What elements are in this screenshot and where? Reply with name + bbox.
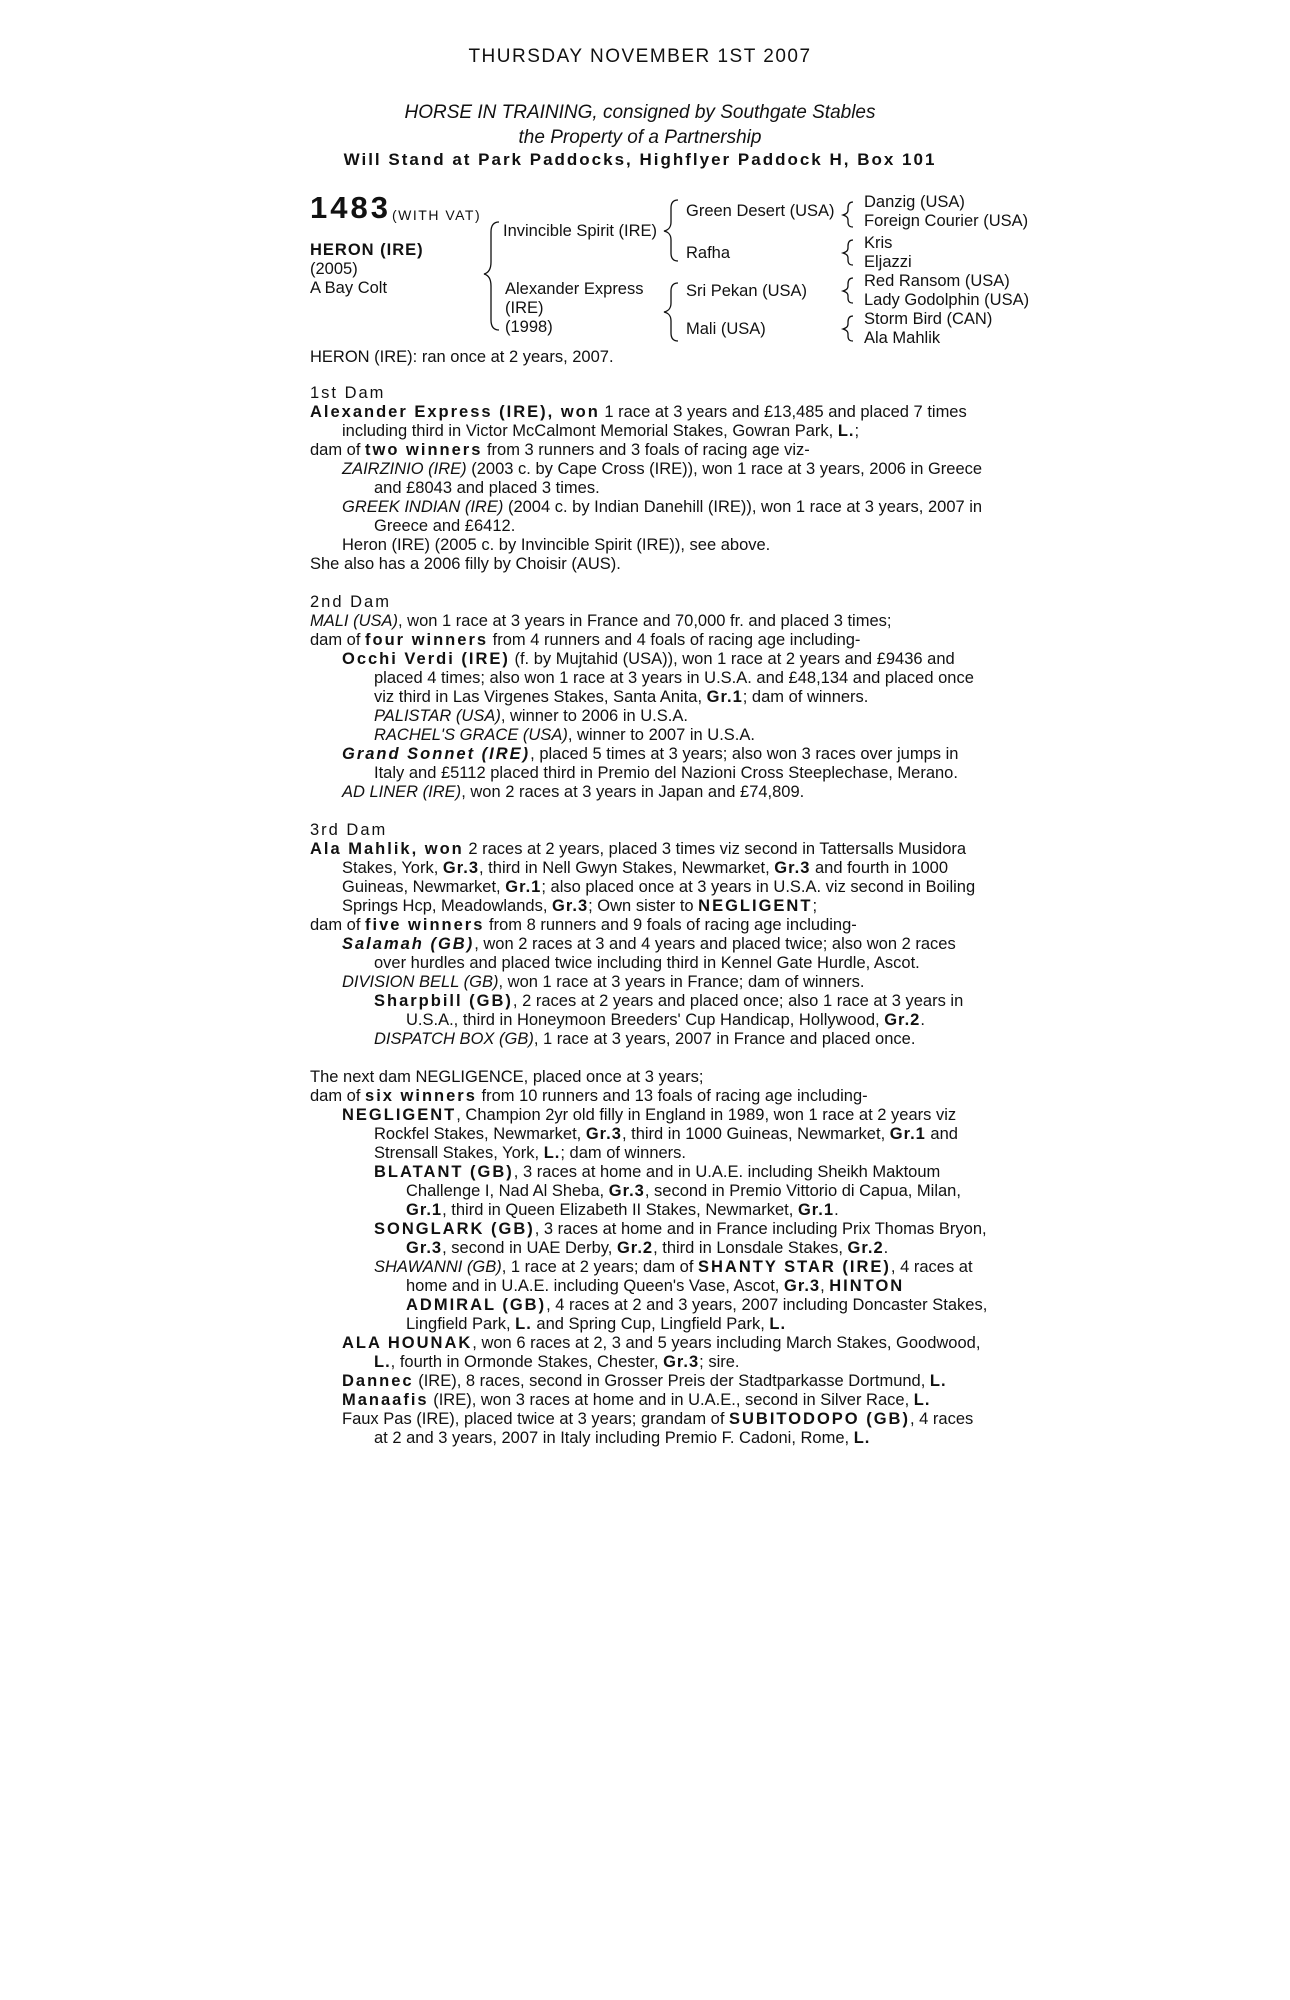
pedigree-dam-line2: (IRE)	[505, 299, 544, 317]
pedigree-dam-sire: Sri Pekan (USA)	[686, 282, 808, 300]
second-dam-heading: 2nd Dam	[310, 593, 391, 611]
next-dam-offspring-manaafis: Manaafis (IRE), won 3 races at home and in U.A.E., second in Silver Race, L.	[342, 1391, 931, 1409]
second-dam-record: MALI (USA), won 1 race at 3 years in France and 70,000 fr. and placed 3 times;	[310, 612, 892, 630]
pedigree-sds: Kris	[864, 234, 893, 252]
third-dam-record: Ala Mahlik, won 2 races at 2 years, placed 3 times viz second in Tattersalls Musidora Stakes, York, Gr.3, third in Nell Gwyn Stakes, Newmarket, Gr.3 and fourth in 1000 Guineas, Newmarket, Gr.1; also placed once at 3 years in U.S.A. viz second in Boiling Springs Hcp, Meadowlands, Gr.3; Own sister to NEGLIGENT;	[310, 840, 976, 915]
first-dam-foal-3: Heron (IRE) (2005 c. by Invincible Spirit (IRE)), see above.	[342, 536, 771, 554]
next-dam-grandchild-shawanni: SHAWANNI (GB), 1 race at 2 years; dam of SHANTY STAR (IRE), 4 races at home and in U.A.E. including Queen's Vase, Ascot, Gr.3, HINTON ADMIRAL (GB), 4 races at 2 and 3 years, 2007 including Doncaster Stakes, Lingfield Park, L. and Spring Cup, Lingfield Park, L.	[374, 1258, 988, 1333]
first-dam-foal-1: ZAIRZINIO (IRE) (2003 c. by Cape Cross (IRE)), won 1 race at 3 years, 2006 in Greece and £8043 and placed 3 times.	[342, 460, 983, 497]
third-dam-offspring-1: Salamah (GB), won 2 races at 3 and 4 years and placed twice; also won 2 races over hurdles and placed twice including third in Kennel Gate Hurdle, Ascot.	[342, 935, 956, 972]
next-dam-grandchild-blatant: BLATANT (GB), 3 races at home and in U.A.E. including Sheikh Maktoum Challenge I, Nad Al Sheba, Gr.3, second in Premio Vittorio di Capua, Milan, Gr.1, third in Queen Elizabeth II Stakes, Newmarket, Gr.1.	[374, 1163, 961, 1219]
next-dam-grandchild-songlark: SONGLARK (GB), 3 races at home and in France including Prix Thomas Bryon, Gr.3, second in UAE Derby, Gr.2, third in Lonsdale Stakes, Gr.2.	[374, 1220, 987, 1257]
first-dam-record: Alexander Express (IRE), won 1 race at 3 years and £13,485 and placed 7 times including third in Victor McCalmont Memorial Stakes, Gowran Park, L.;	[310, 403, 967, 440]
consignment-title: HORSE IN TRAINING, consigned by Southgate Stables	[404, 102, 876, 123]
pedigree-dam-line1: Alexander Express	[505, 280, 644, 298]
first-dam-note: She also has a 2006 filly by Choisir (AUS).	[310, 555, 621, 573]
third-dam-produce: dam of five winners from 8 runners and 9 foals of racing age including-	[310, 916, 857, 934]
next-dam-offspring-dannec: Dannec (IRE), 8 races, second in Grosser Preis der Stadtparkasse Dortmund, L.	[342, 1372, 947, 1390]
horse-name: HERON (IRE)	[310, 241, 424, 259]
second-dam-produce: dam of four winners from 4 runners and 4 foals of racing age including-	[310, 631, 861, 649]
third-dam-offspring-2a: Sharpbill (GB), 2 races at 2 years and placed once; also 1 race at 3 years in U.S.A., third in Honeymoon Breeders' Cup Handicap, Hollywood, Gr.2.	[374, 992, 964, 1029]
first-dam-produce: dam of two winners from 3 runners and 3 foals of racing age viz-	[310, 441, 810, 459]
pedigree-sire-dam: Rafha	[686, 244, 731, 262]
second-dam-offspring-3: AD LINER (IRE), won 2 races at 3 years in Japan and £74,809.	[342, 783, 805, 801]
third-dam-heading: 3rd Dam	[310, 821, 388, 839]
second-dam-offspring-1b: RACHEL'S GRACE (USA), winner to 2007 in U.S.A.	[374, 726, 755, 744]
second-dam-offspring-2: Grand Sonnet (IRE), placed 5 times at 3 years; also won 3 races over jumps in Italy and £5112 placed third in Premio del Nazioni Cross Steeplechase, Merano.	[342, 745, 959, 782]
pedigree-ssd: Foreign Courier (USA)	[864, 212, 1029, 230]
first-dam-foal-2: GREEK INDIAN (IRE) (2004 c. by Indian Danehill (IRE)), won 1 race at 3 years, 2007 in Greece and £6412.	[342, 498, 983, 535]
pedigree-dam-line3: (1998)	[505, 318, 553, 336]
pedigree-dds: Storm Bird (CAN)	[864, 310, 993, 328]
next-dam-produce: dam of six winners from 10 runners and 13 foals of racing age including-	[310, 1087, 868, 1105]
pedigree-sire-sire: Green Desert (USA)	[686, 202, 835, 220]
third-dam-offspring-2b: DISPATCH BOX (GB), 1 race at 3 years, 2007 in France and placed once.	[374, 1030, 916, 1048]
stand-location: Will Stand at Park Paddocks, Highflyer Paddock H, Box 101	[343, 150, 937, 169]
next-dam-offspring-faux-pas: Faux Pas (IRE), placed twice at 3 years; grandam of SUBITODOPO (GB), 4 races at 2 and 3 years, 2007 in Italy including Premio F. Cadoni, Rome, L.	[342, 1410, 974, 1447]
lot-number: 1483	[310, 190, 391, 225]
pedigree-dam-dam: Mali (USA)	[686, 320, 766, 338]
pedigree-sdd: Eljazzi	[864, 253, 912, 271]
race-summary: HERON (IRE): ran once at 2 years, 2007.	[310, 348, 614, 366]
pedigree-ddd: Ala Mahlik	[864, 329, 941, 347]
first-dam-heading: 1st Dam	[310, 384, 386, 402]
catalogue-body	[310, 384, 990, 1448]
consignment-subtitle: the Property of a Partnership	[518, 127, 762, 148]
next-dam-offspring-negligent: NEGLIGENT, Champion 2yr old filly in England in 1989, won 1 race at 2 years viz Rockfel Stakes, Newmarket, Gr.3, third in 1000 Guineas, Newmarket, Gr.1 and Strensall Stakes, York, L.; dam of winners.	[342, 1106, 958, 1162]
second-dam-offspring-1a: PALISTAR (USA), winner to 2006 in U.S.A.	[374, 707, 688, 725]
lot-vat-note: (WITH VAT)	[392, 207, 482, 223]
pedigree-sss: Danzig (USA)	[864, 193, 965, 211]
pedigree-dss: Red Ransom (USA)	[864, 272, 1010, 290]
next-dam-offspring-ala-hounak: ALA HOUNAK, won 6 races at 2, 3 and 5 years including March Stakes, Goodwood, L., fourth in Ormonde Stakes, Chester, Gr.3; sire.	[342, 1334, 981, 1371]
horse-description: A Bay Colt	[310, 279, 388, 297]
next-dam-record: The next dam NEGLIGENCE, placed once at 3 years;	[310, 1068, 704, 1086]
second-dam-offspring-1: Occhi Verdi (IRE) (f. by Mujtahid (USA)), won 1 race at 2 years and £9436 and placed 4 times; also won 1 race at 3 years in U.S.A. and £48,134 and placed once viz third in Las Virgenes Stakes, Santa Anita, Gr.1; dam of winners.	[342, 650, 974, 706]
horse-foaling-year: (2005)	[310, 260, 358, 278]
pedigree-sire: Invincible Spirit (IRE)	[503, 222, 658, 240]
sale-date: THURSDAY NOVEMBER 1ST 2007	[468, 46, 812, 67]
pedigree-dsd: Lady Godolphin (USA)	[864, 291, 1030, 309]
third-dam-offspring-2: DIVISION BELL (GB), won 1 race at 3 years in France; dam of winners.	[342, 973, 865, 991]
